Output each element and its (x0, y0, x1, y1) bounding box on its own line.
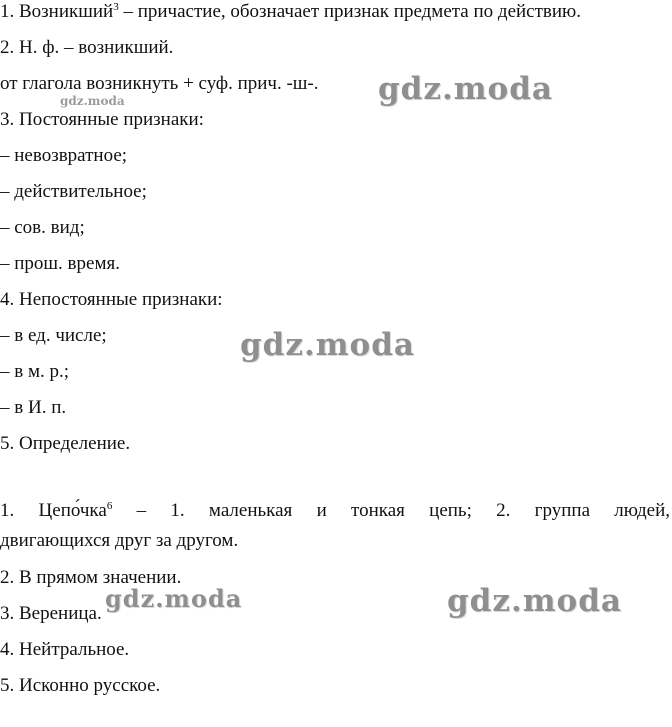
para2-line-2: 2. В прямом значении. (0, 567, 182, 588)
definition-text: – 1. маленькая и тонкая цепь; 2. группа людей, (136, 500, 671, 521)
term-word: Цепо́чка (38, 500, 107, 521)
para2-line-5: 5. Исконно русское. (0, 675, 161, 696)
footnote-mark: 6 (106, 500, 113, 512)
para1-line-6: – действительное; (0, 181, 147, 202)
para1-line-4: 3. Постоянные признаки: (0, 109, 204, 130)
para1-line-13: 5. Определение. (0, 433, 131, 454)
term-word: Возникший (19, 1, 114, 22)
para1-line-1 (0, 1, 581, 23)
para1-line-8: – прош. время. (0, 253, 120, 274)
para1-line-7: – сов. вид; (0, 217, 85, 238)
para2-line-3: 3. Вереница. (0, 603, 102, 624)
para2-line-4: 4. Нейтральное. (0, 639, 130, 660)
para1-line-9: 4. Непостоянные признаки: (0, 289, 223, 310)
para1-line-3: от глагола возникнуть + суф. прич. -ш-. (0, 73, 319, 94)
watermark-logo-small: gdz.moda (60, 94, 125, 108)
item-number: 1. (0, 1, 15, 22)
para1-line-2: 2. Н. ф. – возникший. (0, 37, 174, 58)
footnote-mark: 3 (113, 1, 119, 13)
para1-line-10: – в ед. числе; (0, 325, 107, 346)
watermark-logo: gdz.moda (378, 71, 553, 107)
para1-line-11: – в м. р.; (0, 361, 70, 382)
item-number: 1. (0, 500, 15, 521)
para1-line-5: – невозвратное; (0, 145, 128, 166)
watermark-logo: gdz.moda (447, 583, 622, 619)
definition-text: – причастие, обозначает признак предмета по действию. (123, 1, 581, 22)
watermark-logo: gdz.moda (105, 584, 243, 613)
para2-line-1 (0, 500, 670, 522)
para2-line-1b: двигающихся друг за другом. (0, 530, 239, 551)
watermark-logo: gdz.moda (240, 327, 415, 363)
para1-line-12: – в И. п. (0, 397, 67, 418)
